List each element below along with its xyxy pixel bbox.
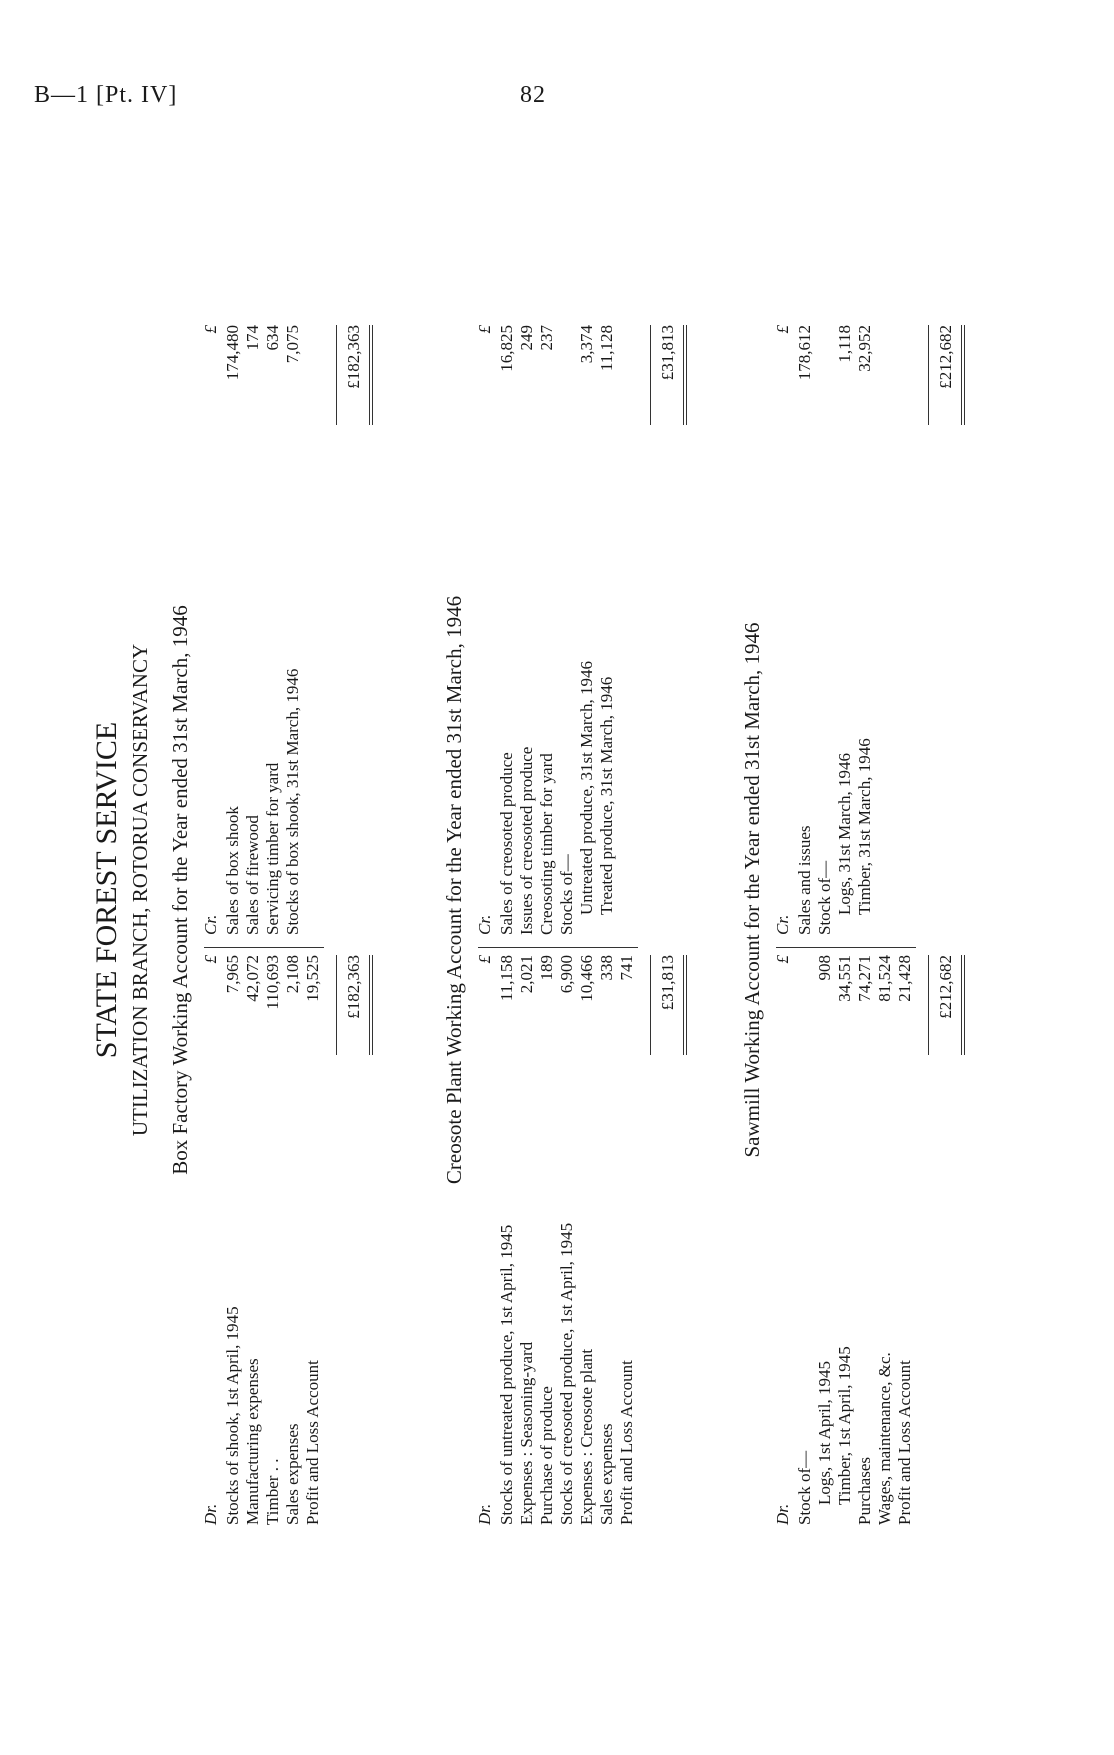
credit-total: £212,682 [928,325,965,425]
account-row-label: Sales expenses [597,1423,616,1525]
currency-symbol: £ [773,325,792,334]
account-row-amount: 7,965 [223,955,242,994]
account-row-amount [794,955,814,1065]
account-row-amount: 34,551 [835,955,854,1002]
section-title: Creosote Plant Working Account for the Year ended 31st March, 1946 [442,595,466,1185]
column-divider [204,947,324,948]
account-row-amount: 42,072 [243,955,262,1002]
page-number: 82 [520,82,546,108]
account-row-amount: 6,900 [557,955,576,994]
account-row-label: Expenses : Creosote plant [577,1348,596,1525]
account-row-label: Stocks of box shook, 31st March, 1946 [283,668,302,935]
account-row-label: Timber, 31st March, 1946 [855,738,874,915]
account-row-amount: 7,075 [283,325,302,364]
account-row-amount: 11,158 [497,955,516,1002]
account-row-amount: 32,952 [855,325,874,372]
account-row-label: Stocks of— [557,854,576,935]
cr-label: Cr. [475,914,494,935]
account-row-label: Creosoting timber for yard [537,753,556,935]
page-title: STATE FOREST SERVICE [90,721,123,1059]
account-row-label: Profit and Loss Account [617,1360,636,1525]
column-divider [776,947,916,948]
debit-column [200,1065,322,1525]
account-row-label: Stocks of shook, 1st April, 1945 [223,1306,242,1525]
dr-label: Dr. [201,1503,220,1525]
account-row-amount: 19,525 [303,955,322,1002]
account-row-amount: 237 [537,325,556,351]
account-row-label: Issues of creosoted produce [517,746,536,935]
account-row-label: Stock of— [795,1450,814,1525]
account-row-amount: 908 [815,955,834,981]
account-row-label: Stock of— [815,860,834,935]
debit-amounts [200,955,373,1065]
account-row-amount [814,325,834,445]
account-row-label: Manufacturing expenses [243,1358,262,1525]
account-row-label: Wages, maintenance, &c. [875,1352,894,1525]
account-row-amount: 174,480 [223,325,242,381]
account-row-amount: 16,825 [497,325,516,372]
account-row-label: Servicing timber for yard [263,762,282,935]
account-row-label: Expenses : Seasoning-yard [517,1341,536,1525]
account-row-label: Stocks of creosoted produce, 1st April, 1945 [557,1222,576,1525]
credit-column [772,435,874,935]
debit-total: £212,682 [928,955,965,1055]
credit-total: £31,813 [650,325,687,425]
account-row-label: Sales and issues [795,825,814,935]
account-row-label: Sales expenses [283,1423,302,1525]
dr-label: Dr. [475,1503,494,1525]
account-row-amount: 189 [537,955,556,981]
account-row-label: Timber . . [263,1458,282,1525]
account-row-amount: 2,021 [517,955,536,994]
account-row-amount: 1,118 [835,325,854,363]
currency-symbol: £ [773,955,792,964]
account-row-label: Sales of creosoted produce [497,752,516,935]
section-title: Sawmill Working Account for the Year ended 31st March, 1946 [740,622,764,1158]
account-row-label: Purchase of produce [537,1386,556,1525]
section-title: Box Factory Working Account for the Year ended 31st March, 1946 [168,605,192,1175]
account-row-label: Untreated produce, 31st March, 1946 [577,661,596,915]
credit-column [474,435,616,935]
debit-amounts [772,955,965,1065]
currency-symbol: £ [475,325,494,334]
account-row-label: Timber, 1st April, 1945 [835,1346,854,1505]
credit-column [200,435,302,935]
account-row-amount: 21,428 [895,955,914,1002]
column-divider [478,947,638,948]
account-row-amount: 11,128 [597,325,616,372]
account-row-label: Purchases [855,1457,874,1525]
account-row-amount: 249 [517,325,536,351]
page-header-left: B—1 [Pt. IV] [34,82,178,108]
account-row-label: Stocks of untreated produce, 1st April, 1945 [497,1224,516,1525]
rotated-page-body [50,130,1050,1650]
currency-symbol: £ [475,955,494,964]
account-row-label: Sales of box shook [223,806,242,935]
currency-symbol: £ [201,955,220,964]
cr-label: Cr. [773,914,792,935]
account-row-label: Profit and Loss Account [895,1360,914,1525]
account-row-amount: 2,108 [283,955,302,994]
account-row-amount: 634 [263,325,282,351]
dr-label: Dr. [773,1503,792,1525]
credit-amounts [200,325,373,445]
debit-column [474,1065,636,1525]
account-row-amount: 81,524 [875,955,894,1002]
account-row-amount: 10,466 [577,955,596,1002]
account-row-amount: 174 [243,325,262,351]
debit-total: £182,363 [336,955,373,1055]
account-row-amount: 3,374 [577,325,596,364]
credit-amounts [772,325,965,445]
account-row-label: Logs, 1st April, 1945 [815,1360,834,1505]
currency-symbol: £ [201,325,220,334]
account-row-label: Profit and Loss Account [303,1360,322,1525]
cr-label: Cr. [201,914,220,935]
account-row-label: Treated produce, 31st March, 1946 [597,676,616,915]
account-row-amount [556,325,576,445]
account-row-amount: 178,612 [795,325,814,381]
account-row-amount: 741 [617,955,636,981]
account-row-amount: 338 [597,955,616,981]
page-subtitle: UTILIZATION BRANCH, ROTORUA CONSERVANCY [128,643,152,1137]
account-row-amount: 110,693 [263,955,282,1010]
account-row-label: Sales of firewood [243,815,262,935]
credit-total: £182,363 [336,325,373,425]
credit-amounts [474,325,687,445]
debit-amounts [474,955,687,1065]
account-row-label: Logs, 31st March, 1946 [835,753,854,915]
debit-total: £31,813 [650,955,687,1055]
debit-column [772,1065,914,1525]
account-row-amount: 74,271 [855,955,874,1002]
